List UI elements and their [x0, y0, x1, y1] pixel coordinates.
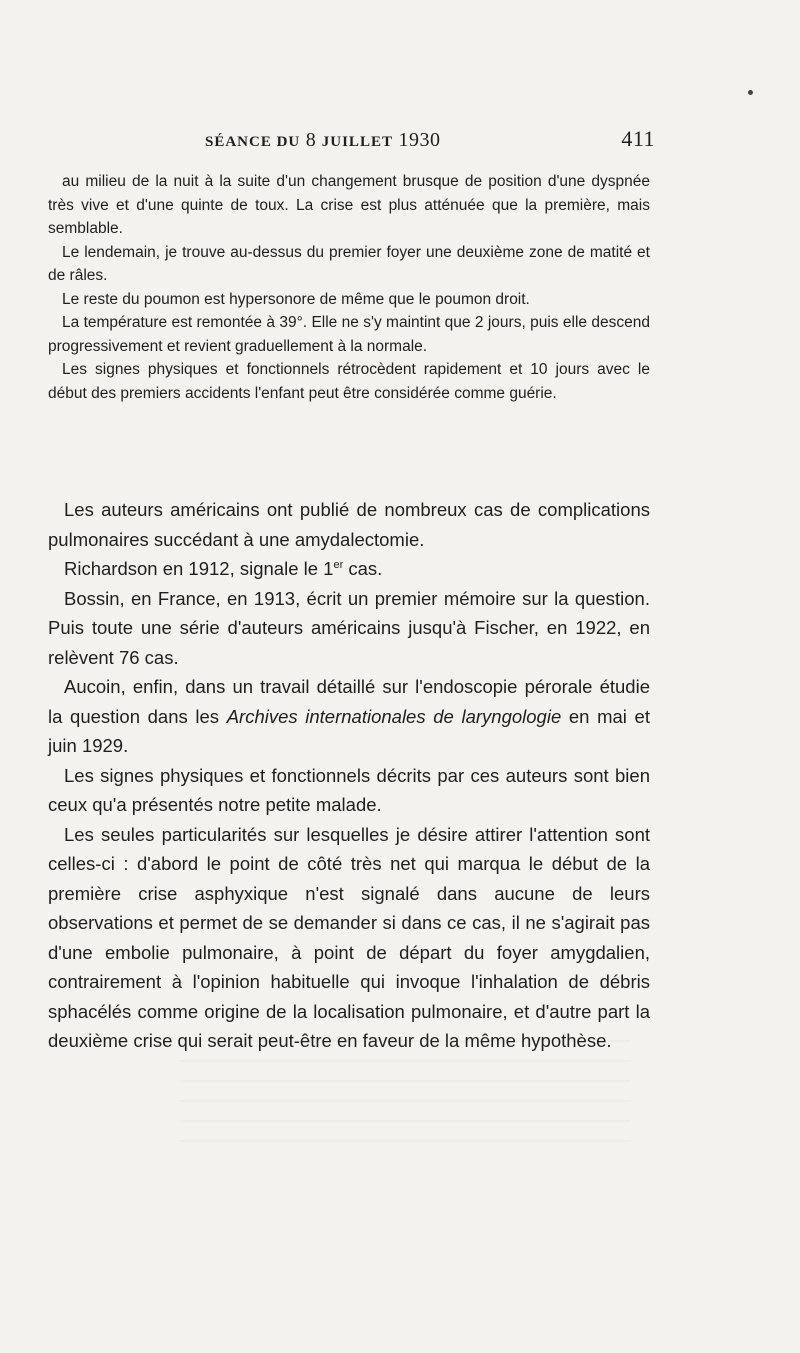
- case-paragraph: Le lendemain, je trouve au-dessus du premier foyer une deuxième zone de matité et de râles.: [48, 243, 650, 284]
- aucoin-text-end: en mai et juin 1929.: [48, 705, 650, 756]
- header-title-day: 8: [305, 129, 317, 151]
- case-report-text: [48, 170, 650, 405]
- richardson-text-end: cas.: [343, 558, 383, 579]
- ordinal-superscript: er: [333, 558, 344, 571]
- richardson-text: Richardson en 1912, signale le 1: [64, 558, 334, 579]
- discussion-paragraph: [48, 672, 650, 761]
- running-head-title: [205, 129, 440, 152]
- discussion-paragraph: Les seules particularités sur lesquelles je désire attirer l'attention sont celles-ci : d'abord le point de côté très net qui marqua le début de la première crise asphyxique n'est signalé dans aucune de leurs observations et permet de se demander si dans ce cas, il ne s'agirait pas d'une embolie pulmonaire, à point de départ du foyer amygdalien, contrairement à l'opinion habituelle qui invoque l'inhalation de débris sphacélés comme origine de la localisation pulmonaire, et d'autre part la deuxième crise qui serait peut-être en faveur de la même hypothèse.: [48, 823, 650, 1051]
- header-title-prefix: SÉANCE DU: [205, 134, 301, 150]
- journal-title: Archives internationales de laryngologie: [226, 705, 562, 727]
- discussion-paragraph: Les auteurs américains ont publié de nombreux cas de complications pulmonaires succédant à une amydalectomie.: [48, 499, 650, 550]
- discussion-paragraph: [48, 554, 650, 584]
- running-header: [205, 126, 655, 152]
- header-title-year: 1930: [398, 129, 441, 151]
- discussion-paragraph: Bossin, en France, en 1913, écrit un premier mémoire sur la question. Puis toute une série d'auteurs américains jusqu'à Fischer, en 1922, en relèvent 76 cas.: [48, 587, 650, 668]
- case-paragraph: Le reste du poumon est hypersonore de même que le poumon droit.: [62, 290, 530, 308]
- aucoin-text: Aucoin, enfin, dans un travail détaillé sur l'endoscopie pérorale étudie la question dans les: [48, 676, 650, 727]
- ink-dot: [748, 90, 753, 95]
- case-paragraph: au milieu de la nuit à la suite d'un changement brusque de position d'une dyspnée très vive et d'une quinte de toux. La crise est plus atténuée que la première, mais semblable.: [48, 173, 650, 237]
- case-paragraph: Les signes physiques et fonctionnels rétrocèdent rapidement et 10 jours avec le début des premiers accidents l'enfant peut être considérée comme guérie.: [48, 361, 650, 402]
- discussion-text: [48, 495, 650, 1056]
- header-title-month: JUILLET: [321, 134, 393, 150]
- case-paragraph: La température est remontée à 39°. Elle ne s'y maintint que 2 jours, puis elle descend progressivement et revient graduellement à la normale.: [48, 314, 650, 355]
- show-through-texture: [180, 1040, 630, 1160]
- discussion-paragraph: Les signes physiques et fonctionnels décrits par ces auteurs sont bien ceux qu'a présentés notre petite malade.: [48, 764, 650, 815]
- page-number: 411: [621, 126, 655, 151]
